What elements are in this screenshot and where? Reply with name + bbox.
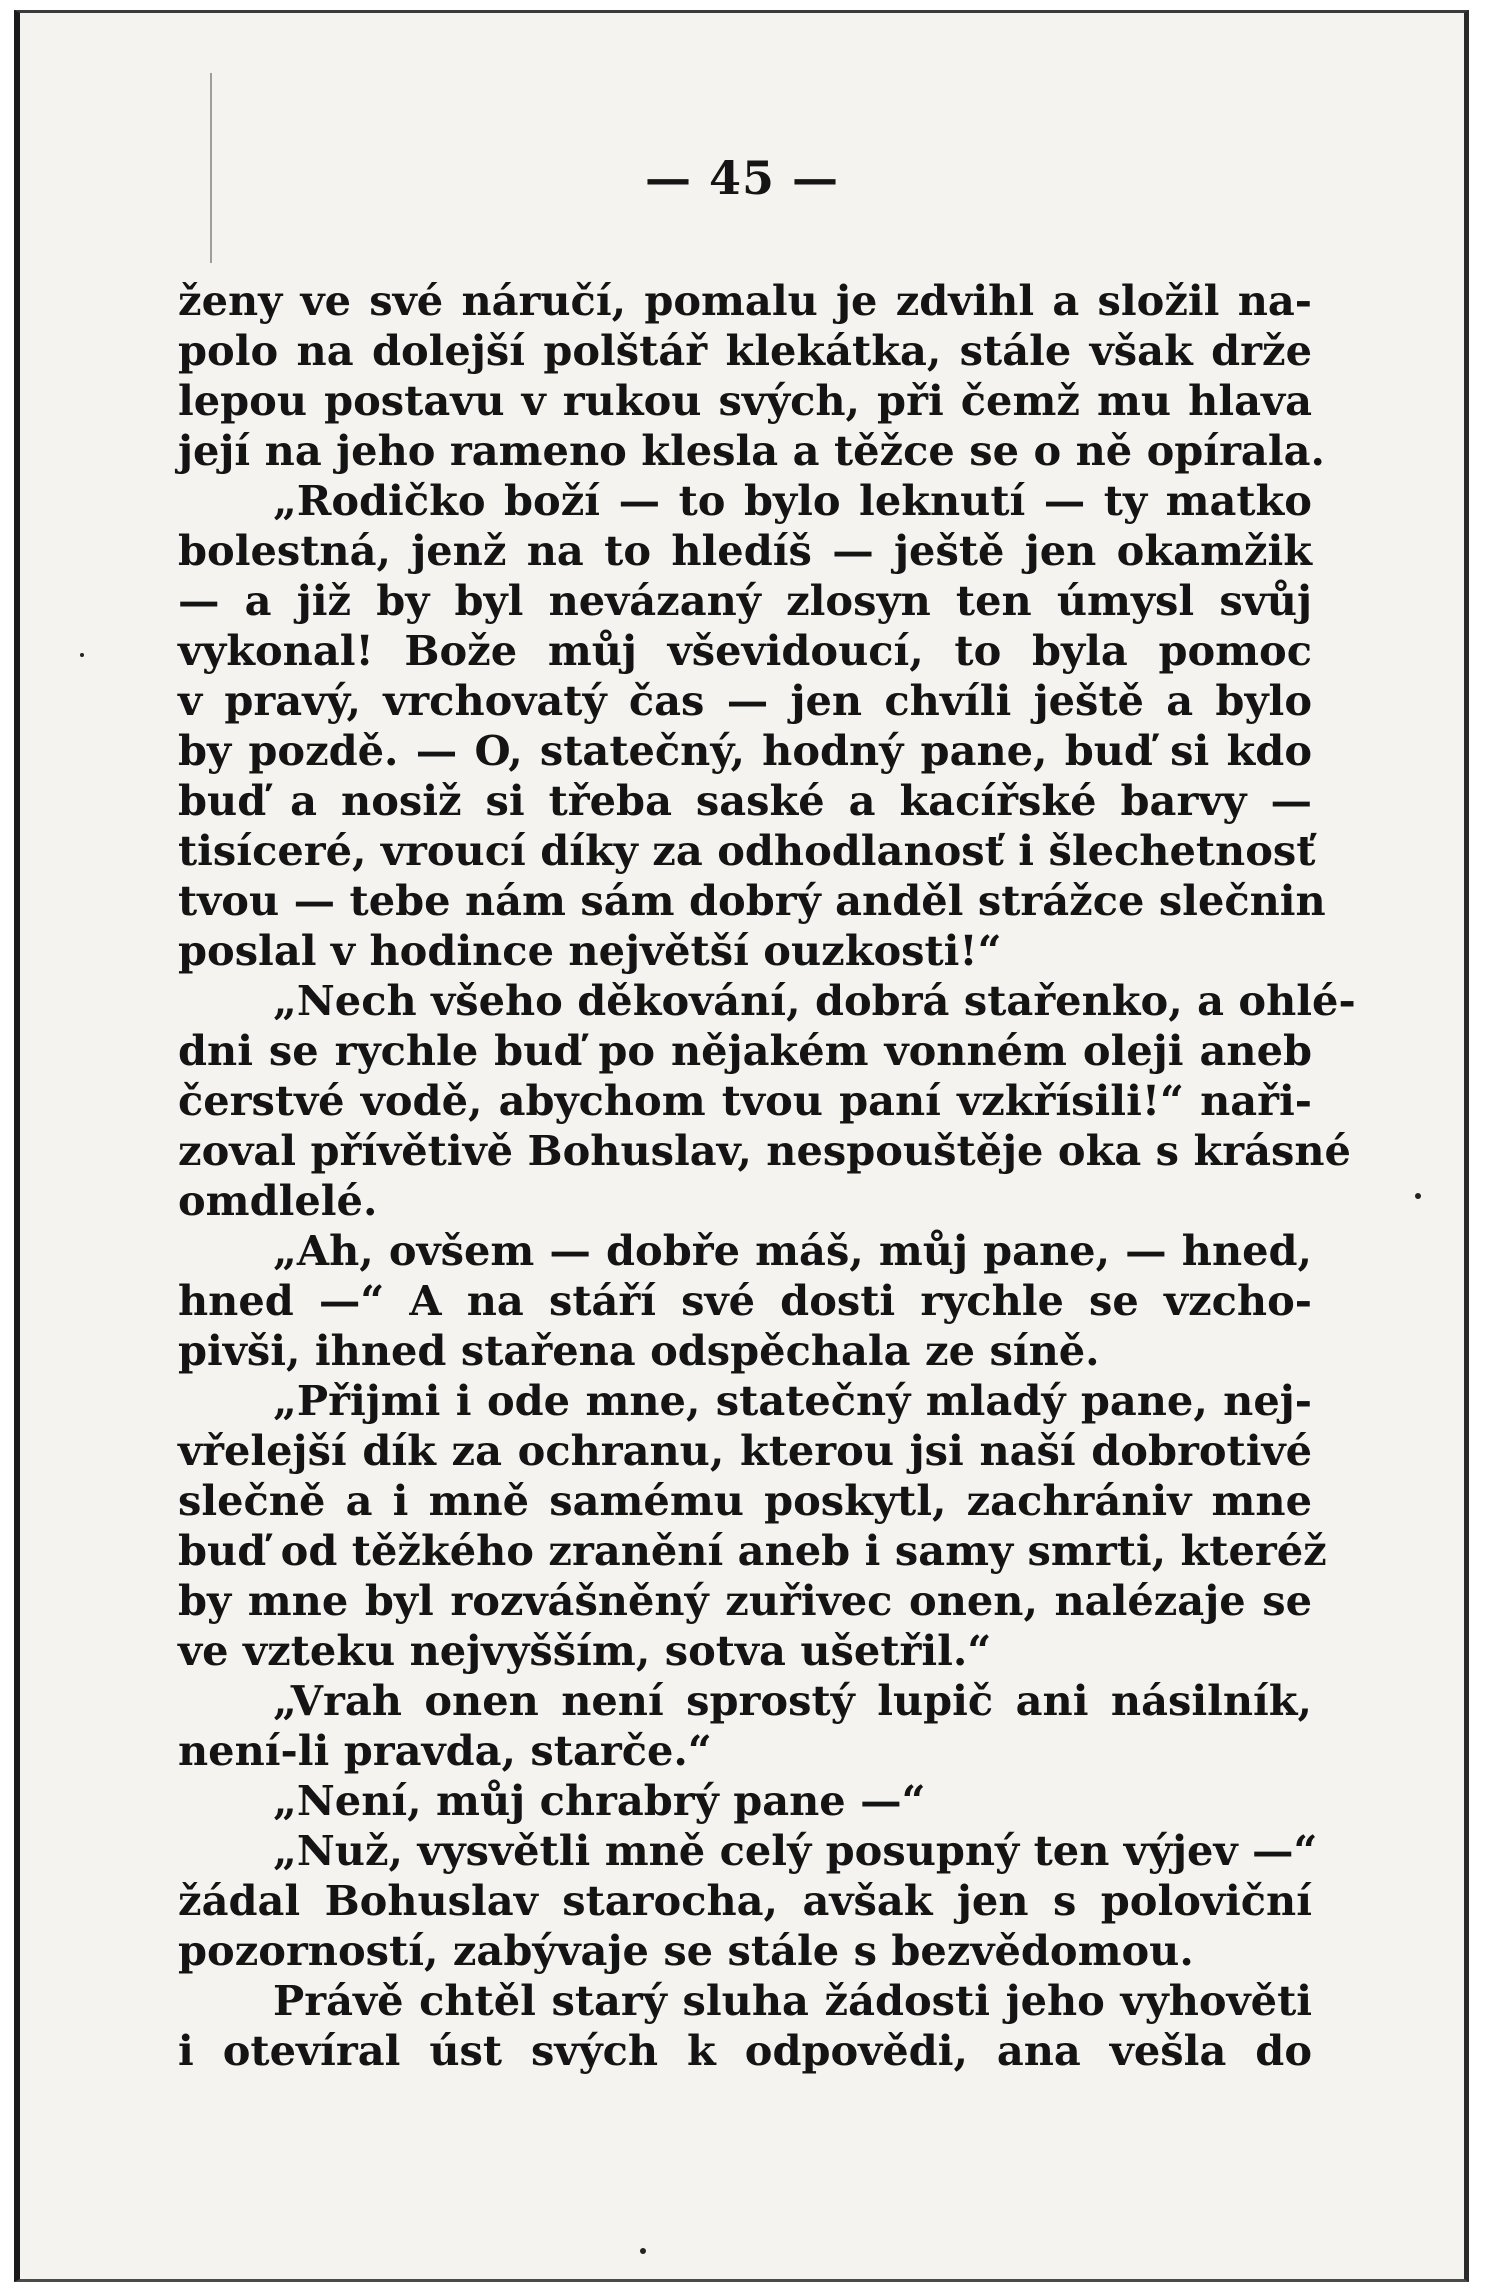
text-line: čerstvé vodě, abychom tvou paní vzkřísili!“ naři-: [178, 1076, 1312, 1125]
text-line: vykonal! Bože můj vševidoucí, to byla pomoc: [178, 626, 1312, 675]
text-line: by mne byl rozvášněný zuřivec onen, nalézaje se: [178, 1576, 1312, 1625]
body-text: [178, 276, 1356, 2076]
ink-speck: [80, 653, 84, 657]
text-line: slečně a i mně samému poskytl, zachrániv mne: [178, 1476, 1312, 1525]
text-line: — a již by byl nevázaný zlosyn ten úmysl svůj: [178, 576, 1312, 625]
text-line: ve vzteku nejvyšším, sotva ušetřil.“: [178, 1626, 992, 1675]
text-line: tisíceré, vroucí díky za odhodlanosť i šlechetnosť: [178, 826, 1316, 875]
text-line: „Není, můj chrabrý pane —“: [273, 1776, 926, 1825]
text-line: „Nuž, vysvětli mně celý posupný ten výjev —“: [273, 1826, 1318, 1875]
text-line: buď od těžkého zranění aneb i samy smrti, kteréž: [178, 1526, 1327, 1575]
text-line: tvou — tebe nám sám dobrý anděl strážce slečnin: [178, 876, 1326, 925]
text-line: Právě chtěl starý sluha žádosti jeho vyhověti: [273, 1976, 1312, 2025]
text-line: „Ah, ovšem — dobře máš, můj pane, — hned,: [273, 1226, 1312, 1275]
ink-speck: [640, 2248, 646, 2254]
text-line: „Vrah onen není sprostý lupič ani násilník,: [273, 1676, 1312, 1725]
text-line: buď a nosiž si třeba saské a kacířské barvy —: [178, 776, 1312, 825]
text-line: pozorností, zabývaje se stále s bezvědomou.: [178, 1926, 1194, 1975]
text-line: v pravý, vrchovatý čas — jen chvíli ještě a bylo: [178, 676, 1312, 725]
text-line: hned —“ A na stáří své dosti rychle se vzcho-: [178, 1276, 1312, 1325]
text-line: vřelejší dík za ochranu, kterou jsi naší dobrotivé: [178, 1426, 1312, 1475]
text-line: zoval přívětivě Bohuslav, nespouštěje oka s krásné: [178, 1126, 1351, 1175]
text-line: ženy ve své náručí, pomalu je zdvihl a složil na-: [178, 276, 1312, 325]
text-line: bolestná, jenž na to hledíš — ještě jen okamžik: [178, 526, 1312, 575]
text-line: i otevíral úst svých k odpovědi, ana vešla do: [178, 2026, 1312, 2075]
text-line: její na jeho rameno klesla a těžce se o ně opírala.: [178, 426, 1325, 475]
text-line: dni se rychle buď po nějakém vonném oleji aneb: [178, 1026, 1312, 1075]
text-line: není-li pravda, starče.“: [178, 1726, 712, 1775]
text-line: omdlelé.: [178, 1176, 378, 1225]
text-line: lepou postavu v rukou svých, při čemž mu hlava: [178, 376, 1312, 425]
book-page: [14, 10, 1469, 2282]
text-line: „Rodičko boží — to bylo leknutí — ty matko: [273, 476, 1312, 525]
text-line: poslal v hodince největší ouzkosti!“: [178, 926, 1002, 975]
page-number: — 45 —: [644, 151, 840, 205]
text-line: polo na dolejší polštář klekátka, stále však drže: [178, 326, 1312, 375]
text-line: „Nech všeho děkování, dobrá stařenko, a ohlé-: [273, 976, 1356, 1025]
ink-speck: [1415, 1193, 1421, 1199]
text-line: pivši, ihned stařena odspěchala ze síně.: [178, 1326, 1100, 1375]
text-line: „Přijmi i ode mne, statečný mladý pane, nej-: [273, 1376, 1312, 1425]
text-line: by pozdě. — O, statečný, hodný pane, buď si kdo: [178, 726, 1312, 775]
text-line: žádal Bohuslav starocha, avšak jen s poloviční: [178, 1876, 1312, 1925]
